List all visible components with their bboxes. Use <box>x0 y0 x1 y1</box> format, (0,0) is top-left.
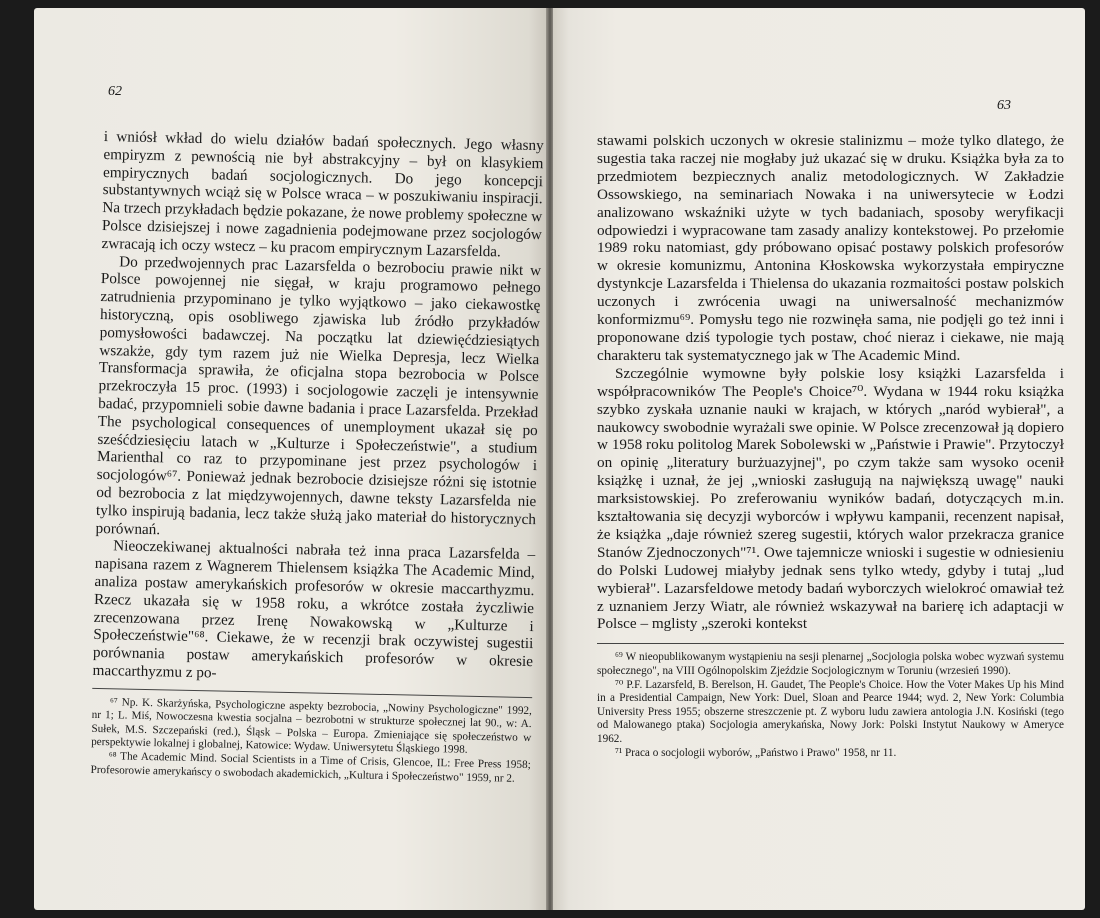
right-page <box>553 8 1085 910</box>
paragraph: i wniósł wkład do wielu działów badań społecznych. Jego własny empiryzm z pewnością nie był abstrakcyjny – był on klasykiem empirycznych badań socjologicznych. Do jego koncepcji substantywnych wciąż się w Polsce wraca – w poszukiwaniu inspiracji. Na trzech przykładach będzie pokazane, że nowe problemy społeczne w Polsce dzisiejszej i nowe zagadnienia podejmowane przez socjologów zwracają ich oczy wstecz – ku pracom empirycznym Lazarsfelda. <box>101 128 544 261</box>
footnote: ⁶⁹ W nieopublikowanym wystąpieniu na sesji plenarnej „Socjologia polska wobec wyzwań systemu społecznego", na VIII Ogólnopolskim Zjeździe Socjologicznym w Toruniu (wrzesień 1990). <box>597 651 1064 677</box>
footnote: ⁷¹ Praca o socjologii wyborów, „Państwo i Prawo" 1958, nr 11. <box>615 746 897 759</box>
paragraph: stawami polskich uczonych w okresie stalinizmu – może tylko dlatego, że sugestia taka raczej nie mogłaby już ukazać się w druku. Książka była za to przedmiotem bezpiecznych analiz metodologicznych. W Zakładzie Ossowskiego, na seminariach Nowaka i na uniwersytecie w Łodzi analizowano wskaźniki użyte w tych badaniach, sposoby weryfikacji odpowiedzi i wypracowane tam zasady analizy kontekstowej. Po przełomie 1989 roku natomiast, gdy próbowano opisać postawy polskich profesorów w okresie komunizmu, Antonina Kłoskowska wykorzystała empiryczne dystynkcje Lazarsfelda i Thielensa do ukazania rozmaitości postaw polskich uczonych i zwrócenia uwagi na uniwersalność mechanizmów konformizmu⁶⁹. Pomysłu tego nie rozwinęła sama, nie podjęli go też inni i proponowane dziś typologie tych postaw, choć nieraz i ciekawe, nie mają charakteru tak systematycznego jak w The Academic Mind. <box>597 132 1064 364</box>
paragraph: Szczególnie wymowne były polskie losy książki Lazarsfelda i współpracowników The People's Choice⁷⁰. Wydana w 1944 roku książka szybko zyskała uznanie nauki w krajach, w których „naród wybierał", a naukowcy swobodnie wyrażali swe opinie. W Polsce zrecenzował ją dopiero w 1958 roku politolog Marek Sobolewski w „Państwie i Prawie". Przytoczył on opinię „literatury burżuazyjnej", po czym także sam wysoko ocenił książkę i uznał, że jej „wnioski zasługują na największą uwagę" nauki marksistowskiej. Po zreferowaniu wyników badań, dotyczących m.in. kształtowania się decyzji wyborców i wpływu kampanii, recenzent napisał, że książka „daje również szereg sugestii, których walor przekracza granice Stanów Zjednoczonych"⁷¹. Owe tajemnicze wnioski i sugestie w odniesieniu do Polski Ludowej miałyby jednak sens tylko wtedy, gdyby i tutaj „lud wybierał". Lazarsfeldowe metody badań wyborczych wielokroć omawiał też z uznaniem Jerzy Wiatr, ale również wskazywał na barierę ich adaptacji w Polsce – mglisty „szeroki kontekst <box>597 364 1064 633</box>
page-number: 62 <box>108 84 122 99</box>
page-number: 63 <box>997 98 1011 113</box>
footnote: ⁶⁸ The Academic Mind. Social Scientists in a Time of Crisis, Glencoe, IL: Free Press 1958; Profesorowie amerykańscy o swobodach akademickich, „Kultura i Społeczeństwo" 1959, nr 2. <box>90 750 531 785</box>
footnotes <box>597 651 1064 760</box>
paragraph: Do przedwojennych prac Lazarsfelda o bezrobociu prawie nikt w Polsce powojennej nie sięgał, w kraju programowo pełnego zatrudnienia przypominano je tylko wyjątkowo – jako ciekawostkę historyczną, opis osobliwego zjawiska lub źródło przykładów pomysłowości badawczej. Na początku lat dziewięćdziesiątych wszakże, gdy tym razem już nie Wielka Depresja, lecz Wielka Transformacja sprawiła, że oficjalna stopa bezrobocia w Polsce przekroczyła 15 proc. (1993) i socjologowie zaczęli je intensywnie badać, przypomnieli sobie dawne badania i prace Lazarsfelda. Przekład The psychological consequences of unemployment ukazał się po sześćdziesięciu latach w „Kulturze i Społeczeństwie", a studium Marienthal co raz to przypominane jest przez psychologów i socjologów⁶⁷. Ponieważ jednak bezrobocie dzisiejsze różni się istotnie od bezrobocia z lat międzywojennych, dawne teksty Lazarsfelda nie tylko inspirują badania, lecz także służą jako materiał do historycznych porównań. <box>95 252 542 538</box>
right-page-body <box>597 132 1064 760</box>
left-page <box>34 8 549 910</box>
paragraph: Nieoczekiwanej aktualności nabrała też inna praca Lazarsfelda – napisana razem z Wagnerem Thielensem książka The Academic Mind, analiza postaw amerykańskich profesorów w okresie maccarthyzmu. Rzecz ukazała się w 1958 roku, a wkrótce została życzliwie zrecenzowana przez Irenę Nowakowską w „Kulturze i Społeczeństwie"⁶⁸. Ciekawe, że w recenzji brak oczywistej sugestii porównania postaw amerykańskich profesorów w okresie maccarthyzmu z po- <box>92 537 536 682</box>
footnote-divider <box>597 643 1064 644</box>
footnote: ⁶⁷ Np. K. Skarżyńska, Psychologiczne aspekty bezrobocia, „Nowiny Psychologiczne" 1992, nr 1; L. Miś, Nowoczesna kwestia socjalna – bezrobotni w strukturze społecznej lat 90., w: A. Sułek, M.S. Szczepański (red.), Śląsk – Polska – Europa. Zmieniające się społeczeństwo w perspektywie lokalnej i globalnej, Katowice: Wydaw. Uniwersytetu Śląskiego 1998. <box>91 695 533 757</box>
footnotes <box>90 696 532 787</box>
footnote: ⁷⁰ P.F. Lazarsfeld, B. Berelson, H. Gaudet, The People's Choice. How the Voter Makes Up his Mind in a Presidential Campaign, New York: Duel, Sloan and Pearce 1944; wyd. 2, New York: Columbia University Press 1955; obszerne streszczenie pt. Z wyboru ludu zawiera antologia J.N. Kosiński (tego od Malowanego ptaka) Socjologia amerykańska, Nowy Jork: Polski Instytut Naukowy w Ameryce 1962. <box>597 678 1064 745</box>
left-page-body <box>90 128 544 786</box>
